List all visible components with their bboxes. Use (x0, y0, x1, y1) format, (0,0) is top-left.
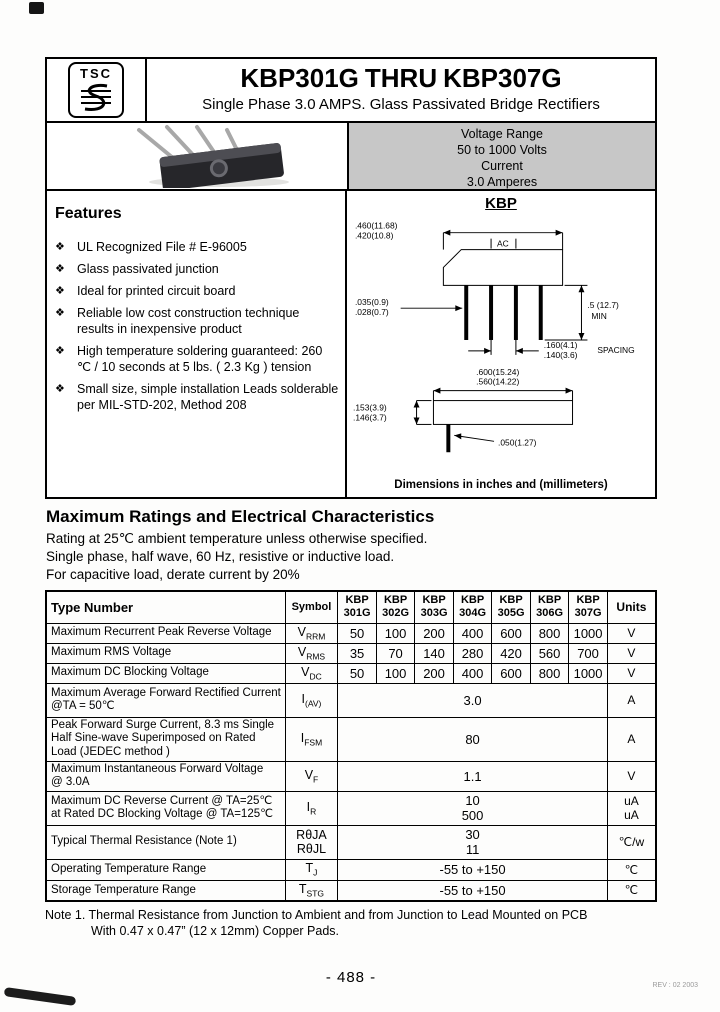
value-cell: 50 (338, 623, 377, 643)
svg-text:.560(14.22): .560(14.22) (476, 376, 520, 387)
col-type-number: Type Number (46, 591, 285, 623)
datasheet-content (45, 57, 657, 986)
svg-text:AC: AC (497, 238, 509, 249)
part-line: 302G (382, 607, 410, 620)
part-line: KBP (537, 594, 562, 607)
diamond-bullet-icon: ❖ (55, 263, 65, 275)
row-label: Typical Thermal Resistance (Note 1) (46, 825, 285, 859)
voltage-range-value: 50 to 1000 Volts (457, 143, 547, 157)
value-cell: 10 500 (338, 791, 608, 825)
bridge-rectifier-photo-icon (61, 124, 333, 188)
condition-line: For capacitive load, derate current by 20% (46, 567, 300, 582)
svg-text:.5 (12.7): .5 (12.7) (587, 300, 619, 311)
col-part-303g (415, 591, 454, 623)
voltage-range-label: Voltage Range (460, 127, 543, 141)
value-cell: 140 (415, 643, 454, 663)
table-row-ifsm (46, 717, 656, 761)
unit-cell: V (607, 623, 656, 643)
value-cell: 50 (338, 663, 377, 683)
unit-cell: A (607, 683, 656, 717)
feature-item (53, 261, 341, 277)
diamond-bullet-icon: ❖ (55, 285, 65, 297)
feature-item (53, 343, 341, 375)
value-cell: 280 (453, 643, 492, 663)
value-cell: 600 (492, 663, 531, 683)
col-part-301g (338, 591, 377, 623)
value-cell: 1000 (569, 623, 608, 643)
feature-text: Ideal for printed circuit board (77, 284, 236, 298)
value-cell: 30 11 (338, 825, 608, 859)
unit-cell: V (607, 761, 656, 791)
row-symbol: $T_{STG}$ (285, 880, 338, 901)
value-cell: -55 to +150 (338, 859, 608, 880)
row-label: Maximum DC Blocking Voltage (46, 663, 285, 683)
col-part-307g (569, 591, 608, 623)
page-number: - 488 - (325, 969, 377, 986)
value-cell: 200 (415, 623, 454, 643)
row-symbol: $V_{RMS}$ (285, 643, 338, 663)
unit-cell: V (607, 663, 656, 683)
col-part-302g (376, 591, 415, 623)
diamond-bullet-icon: ❖ (55, 307, 65, 319)
row-label: Maximum DC Reverse Current @ TA=25℃ at Rated DC Blocking Voltage @ TA=125℃ (46, 791, 285, 825)
brand-text: TSC (80, 66, 112, 81)
logo-cell (47, 59, 147, 121)
value-cell: 560 (530, 643, 569, 663)
scan-artifact-top (29, 2, 44, 14)
part-line: 301G (343, 607, 371, 620)
part-line: KBP (383, 594, 408, 607)
svg-text:.028(0.7): .028(0.7) (354, 307, 389, 318)
row-label: Maximum Recurrent Peak Reverse Voltage (46, 623, 285, 643)
table-header-row (46, 591, 656, 623)
product-photo (47, 123, 347, 189)
value-cell: 800 (530, 663, 569, 683)
value-cell: 35 (338, 643, 377, 663)
col-part-305g (492, 591, 531, 623)
col-symbol: Symbol (285, 591, 338, 623)
part-line: 306G (536, 607, 564, 620)
feature-text: High temperature soldering guaranteed: 260 ℃ / 10 seconds at 5 lbs. ( 2.3 Kg ) tension (77, 344, 323, 374)
condition-line: Single phase, half wave, 60 Hz, resistive or inductive load. (46, 549, 395, 564)
table-row-vdc (46, 663, 656, 683)
row-symbol: $I_R$ (285, 791, 338, 825)
part-line: KBP (499, 594, 523, 607)
row-label: Maximum Average Forward Rectified Current @TA = 50℃ (46, 683, 285, 717)
diamond-bullet-icon: ❖ (55, 241, 65, 253)
subtitle: Single Phase 3.0 AMPS. Glass Passivated Bridge Rectifiers (202, 96, 600, 113)
svg-text:.140(3.6): .140(3.6) (543, 349, 578, 360)
row-label: Peak Forward Surge Current, 8.3 ms Single Half Sine-wave Superimposed on Rated Load (JEDEC method ) (46, 717, 285, 761)
summary-box (347, 123, 655, 189)
title-thru: THRU (364, 63, 438, 93)
svg-text:.160(4.1): .160(4.1) (543, 339, 578, 350)
table-row-thermal (46, 825, 656, 859)
current-value: 3.0 Amperes (466, 175, 538, 189)
row-symbol: $T_J$ (285, 859, 338, 880)
row-label: Maximum RMS Voltage (46, 643, 285, 663)
value-cell: 100 (376, 663, 415, 683)
features-section (47, 191, 347, 497)
diamond-bullet-icon: ❖ (55, 383, 65, 395)
feature-item (53, 381, 341, 413)
table-row-tj (46, 859, 656, 880)
revision-mark: REV : 02 2003 (652, 982, 698, 989)
value-cell: 100 (376, 623, 415, 643)
row-label: Operating Temperature Range (46, 859, 285, 880)
package-diagram-section (347, 191, 655, 497)
row-symbol: $I_{(AV)}$ (285, 683, 338, 717)
svg-text:.035(0.9): .035(0.9) (354, 297, 389, 308)
value-cell: 700 (569, 643, 608, 663)
value-cell: 80 (338, 717, 608, 761)
value-cell: 200 (415, 663, 454, 683)
feature-text: Reliable low cost construction technique results in inexpensive product (77, 306, 300, 336)
part-line: 304G (459, 607, 487, 620)
col-units: Units (607, 591, 656, 623)
row-label: Maximum Instantaneous Forward Voltage @ 3.0A (46, 761, 285, 791)
table-row-vf (46, 761, 656, 791)
feature-item (53, 283, 341, 299)
features-diagram-row (45, 191, 657, 499)
package-dimension-drawing (349, 213, 653, 461)
feature-text: UL Recognized File # E-96005 (77, 240, 247, 254)
current-label: Current (481, 159, 523, 173)
part-line: 305G (497, 607, 525, 620)
tsc-logo (68, 62, 124, 118)
title-part-left: KBP301G (240, 63, 359, 93)
row-symbol: $V_F$ (285, 761, 338, 791)
ratings-heading: Maximum Ratings and Electrical Characteristics (46, 507, 435, 526)
table-row-iav (46, 683, 656, 717)
svg-text:.153(3.9): .153(3.9) (352, 402, 387, 413)
unit-cell: V (607, 643, 656, 663)
value-cell: 1.1 (338, 761, 608, 791)
value-cell: 70 (376, 643, 415, 663)
table-row-tstg (46, 880, 656, 901)
svg-text:MIN: MIN (591, 311, 607, 322)
unit-cell: ℃/w (607, 825, 656, 859)
condition-line: Rating at 25℃ ambient temperature unless otherwise specified. (46, 531, 428, 546)
row-symbol: $V_{DC}$ (285, 663, 338, 683)
col-part-306g (530, 591, 569, 623)
part-line: KBP (576, 594, 600, 607)
features-heading: Features (55, 205, 122, 222)
dimensions-caption: Dimensions in inches and (millimeters) (394, 479, 608, 491)
scan-artifact-bottom (4, 987, 77, 1006)
svg-text:.050(1.27): .050(1.27) (498, 437, 537, 448)
part-line: KBP (345, 594, 369, 607)
row-label: Storage Temperature Range (46, 880, 285, 901)
value-cell: 1000 (569, 663, 608, 683)
value-cell: 800 (530, 623, 569, 643)
unit-cell: ℃ (607, 880, 656, 901)
page-title (147, 62, 655, 94)
svg-text:.600(15.24): .600(15.24) (476, 366, 520, 377)
table-row-vrrm (46, 623, 656, 643)
part-line: 303G (420, 607, 448, 620)
unit-cell: A (607, 717, 656, 761)
tsc-logo-icon (76, 81, 116, 115)
value-cell: 400 (453, 623, 492, 643)
package-name: KBP (485, 195, 517, 212)
header (45, 57, 657, 123)
value-cell: 600 (492, 623, 531, 643)
svg-text:.146(3.7): .146(3.7) (352, 412, 387, 423)
diamond-bullet-icon: ❖ (55, 345, 65, 357)
row-symbol: $V_{RRM}$ (285, 623, 338, 643)
row-symbol: RθJA RθJL (285, 825, 338, 859)
value-cell: 420 (492, 643, 531, 663)
part-line: 307G (574, 607, 602, 620)
footnote-line: With 0.47 x 0.47” (12 x 12mm) Copper Pads. (91, 924, 340, 938)
footnote-line: Note 1. Thermal Resistance from Junction to Ambient and from Junction to Lead Mounted on PCB (45, 908, 588, 922)
feature-text: Small size, simple installation Leads solderable per MIL-STD-202, Method 208 (77, 382, 339, 412)
table-row-vrms (46, 643, 656, 663)
part-line: KBP (460, 594, 485, 607)
unit-cell: uA uA (607, 791, 656, 825)
feature-item (53, 305, 341, 337)
ratings-intro (45, 499, 657, 586)
feature-item (53, 239, 341, 255)
value-cell: 3.0 (338, 683, 608, 717)
col-part-304g (453, 591, 492, 623)
unit-cell: ℃ (607, 859, 656, 880)
part-line: KBP (422, 594, 446, 607)
row-symbol: $I_{FSM}$ (285, 717, 338, 761)
value-cell: -55 to +150 (338, 880, 608, 901)
title-part-right: KBP307G (443, 63, 562, 93)
title-cell (147, 59, 655, 121)
table-row-ir (46, 791, 656, 825)
value-cell: 400 (453, 663, 492, 683)
svg-text:.420(10.8): .420(10.8) (354, 230, 394, 241)
footnote (45, 907, 657, 939)
ratings-table (45, 590, 657, 902)
photo-summary-row (45, 123, 657, 191)
feature-text: Glass passivated junction (77, 262, 219, 276)
svg-text:.460(11.68): .460(11.68) (354, 220, 398, 231)
svg-text:SPACING: SPACING (597, 344, 635, 355)
